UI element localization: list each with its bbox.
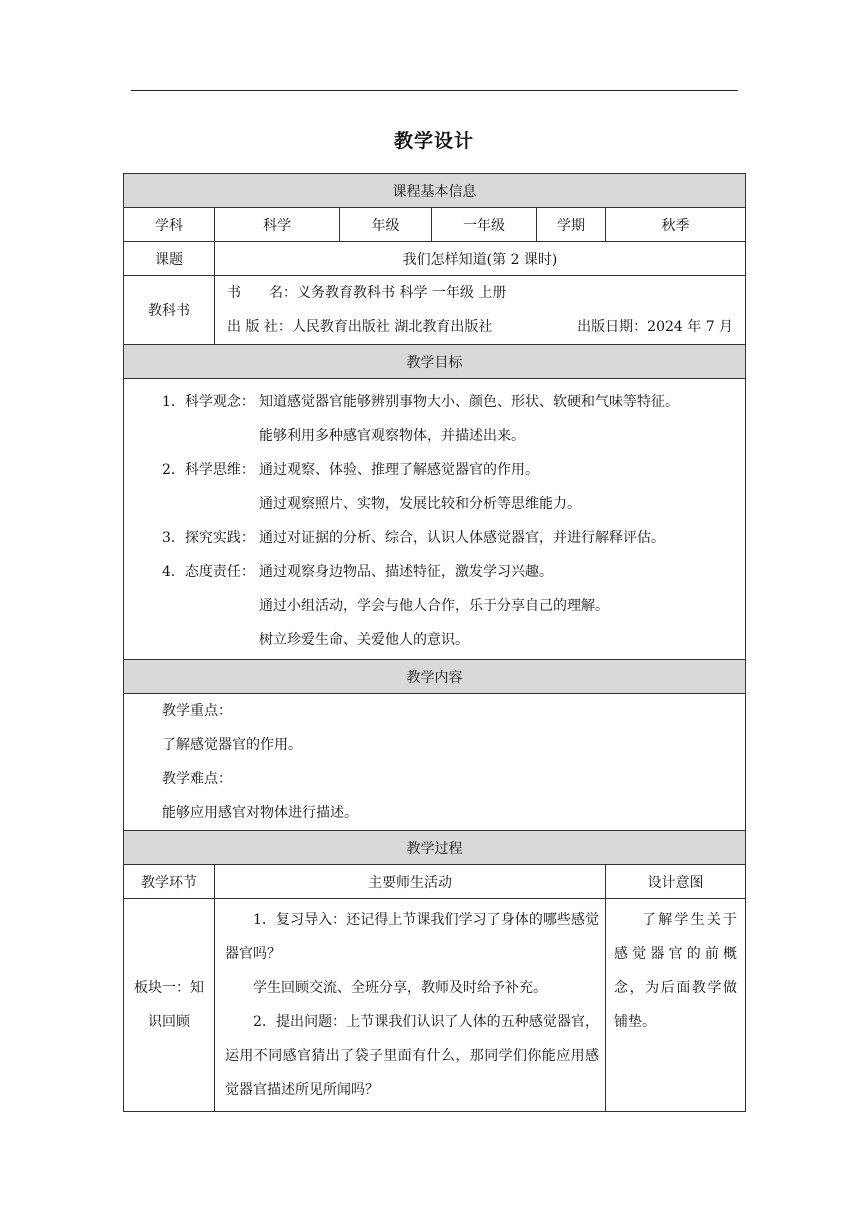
activity-paragraph: 1．复习导入：还记得上节课我们学习了身体的哪些感觉器官吗？ bbox=[225, 912, 599, 962]
book-name-value: 义务教育教科书 科学 一年级 上册 bbox=[297, 285, 507, 301]
pub-date-label: 出版日期： bbox=[577, 319, 648, 335]
textbook-label: 教科书 bbox=[124, 276, 215, 345]
process-header-intent: 设计意图 bbox=[606, 865, 746, 899]
topic-value: 我们怎样知道(第 2 课时) bbox=[215, 242, 746, 276]
goal-text: 能够利用多种感官观察物体，并描述出来。 bbox=[259, 428, 525, 444]
subject-label: 学科 bbox=[124, 208, 215, 242]
key-point-label: 教学重点： bbox=[162, 703, 232, 719]
process-header-stage: 教学环节 bbox=[124, 865, 215, 899]
process-intent: 了解学生关于感觉器官的前概念，为后面教学做铺垫。 bbox=[606, 899, 746, 1112]
goal-item bbox=[162, 385, 731, 419]
goal-item bbox=[162, 555, 731, 589]
activity-paragraph: 2．提出问题：上节课我们认识了人体的五种感觉器官，运用不同感官猜出了袋子里面有什么，那同学们你能应用感觉器官描述所见所闻吗？ bbox=[225, 1014, 599, 1098]
goal-label: 1．科学观念： bbox=[162, 394, 255, 410]
publisher-line bbox=[227, 310, 733, 344]
term-value: 秋季 bbox=[606, 208, 746, 242]
topic-label: 课题 bbox=[124, 242, 215, 276]
section-goals: 教学目标 bbox=[124, 345, 746, 379]
goal-text: 树立珍爱生命、关爱他人的意识。 bbox=[259, 632, 469, 648]
goal-label: 2．科学思维： bbox=[162, 462, 255, 478]
goals-block bbox=[124, 379, 746, 660]
section-basic-info: 课程基本信息 bbox=[124, 174, 746, 208]
section-content: 教学内容 bbox=[124, 660, 746, 694]
goal-text: 通过观察、体验、推理了解感觉器官的作用。 bbox=[259, 462, 539, 478]
grade-label: 年级 bbox=[340, 208, 432, 242]
key-point-text: 了解感觉器官的作用。 bbox=[162, 737, 302, 753]
header-rule bbox=[131, 90, 738, 91]
book-name-line bbox=[227, 276, 733, 310]
activity-paragraph: 学生回顾交流、全班分享，教师及时给予补充。 bbox=[253, 980, 547, 996]
process-activities bbox=[215, 899, 606, 1112]
publisher-label: 出 版 社： bbox=[227, 319, 292, 335]
publisher-value: 人民教育出版社 湖北教育出版社 bbox=[291, 319, 493, 335]
goal-text: 通过小组活动，学会与他人合作，乐于分享自己的理解。 bbox=[259, 598, 609, 614]
subject-value: 科学 bbox=[215, 208, 340, 242]
lesson-plan-table bbox=[123, 173, 746, 1112]
goal-text: 知道感觉器官能够辨别事物大小、颜色、形状、软硬和气味等特征。 bbox=[259, 394, 679, 410]
pub-date-value: 2024 年 7 月 bbox=[647, 319, 734, 335]
goal-text: 通过观察身边物品、描述特征，激发学习兴趣。 bbox=[259, 564, 553, 580]
goal-label: 4．态度责任： bbox=[162, 564, 255, 580]
goal-text: 通过对证据的分析、综合，认识人体感觉器官，并进行解释评估。 bbox=[259, 530, 665, 546]
term-label: 学期 bbox=[537, 208, 606, 242]
content-block bbox=[124, 694, 746, 831]
textbook-info bbox=[215, 276, 746, 345]
page-title: 教学设计 bbox=[393, 130, 474, 152]
goal-label: 3．探究实践： bbox=[162, 530, 255, 546]
goal-item bbox=[162, 453, 731, 487]
goal-item bbox=[162, 521, 731, 555]
difficulty-label: 教学难点： bbox=[162, 771, 232, 787]
book-name-label: 书 名： bbox=[227, 285, 297, 301]
table-row bbox=[124, 899, 746, 1112]
grade-value: 一年级 bbox=[432, 208, 537, 242]
process-stage: 板块一：知识回顾 bbox=[124, 899, 215, 1112]
process-header-activities: 主要师生活动 bbox=[215, 865, 606, 899]
section-process: 教学过程 bbox=[124, 831, 746, 865]
difficulty-text: 能够应用感官对物体进行描述。 bbox=[162, 805, 358, 821]
goal-text: 通过观察照片、实物，发展比较和分析等思维能力。 bbox=[259, 496, 581, 512]
